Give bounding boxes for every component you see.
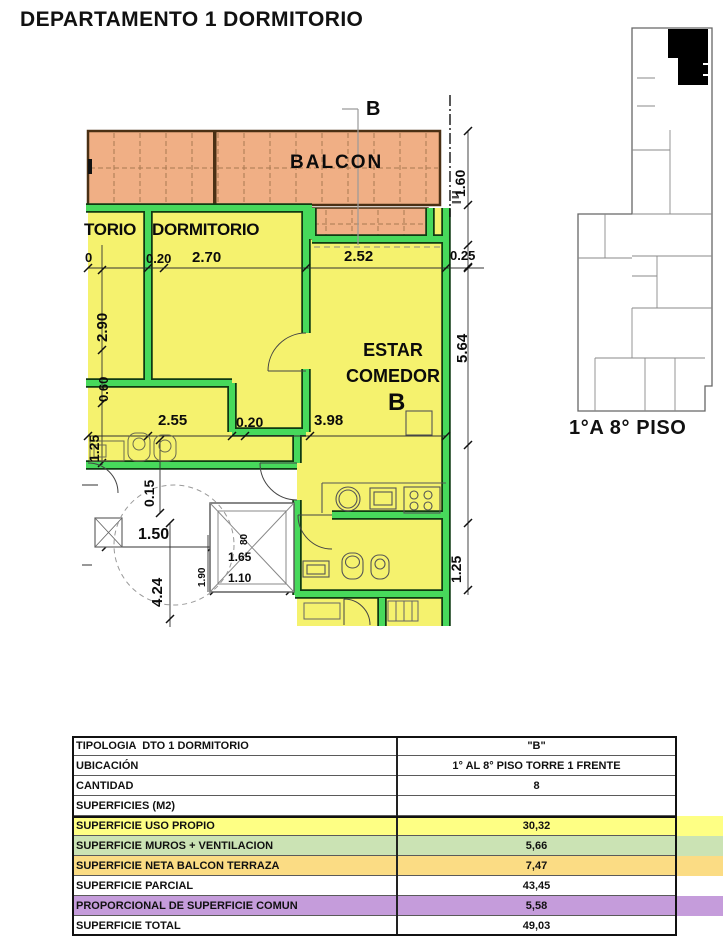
dim-estar-length: 3.98 (314, 412, 344, 429)
dim-hall-150: 1.50 (138, 526, 170, 543)
dim-hall-015: 0.15 (141, 479, 157, 507)
dim-mid-wall: 0.20 (236, 414, 264, 430)
elevator-shaft (210, 503, 294, 592)
row-label: TIPOLOGIA DTO 1 DORMITORIO (72, 736, 398, 756)
balcony-label: BALCON (290, 152, 384, 173)
dim-lift-110: 1.10 (228, 571, 252, 585)
row-label: SUPERFICIE NETA BALCON TERRAZA (72, 856, 398, 876)
estar-label-1: ESTAR (363, 340, 423, 360)
dim-left-125: 1.25 (86, 434, 102, 462)
page-title: DEPARTAMENTO 1 DORMITORIO (20, 8, 364, 31)
key-plan-caption: 1°A 8° PISO (569, 417, 687, 439)
row-label: SUPERFICIE MUROS + VENTILACION (72, 836, 398, 856)
row-value: 49,03 (398, 916, 677, 936)
row-value: 7,47 (398, 856, 677, 876)
table-row (72, 756, 723, 776)
estar-label-2: COMEDOR (346, 366, 440, 386)
row-value: 5,66 (398, 836, 677, 856)
row-label: CANTIDAD (72, 776, 398, 796)
row-value (398, 796, 677, 816)
table-row (72, 896, 723, 916)
table-thick-divider (72, 816, 677, 818)
dim-dorm-width: 2.70 (192, 249, 222, 266)
floor-plan (82, 95, 512, 643)
building-outline (578, 28, 712, 411)
row-label: PROPORCIONAL DE SUPERFICIE COMUN (72, 896, 398, 916)
unit-letter-label: B (388, 389, 406, 416)
unit-highlight (668, 29, 708, 85)
dim-right-564: 5.64 (454, 333, 471, 363)
dim-bath-width: 2.55 (158, 412, 188, 429)
table-row (72, 776, 723, 796)
dim-left-060: 0.60 (96, 376, 111, 402)
table-row (72, 876, 723, 896)
dim-estar-width: 2.52 (344, 248, 374, 265)
building-interior-lines (578, 78, 712, 411)
adjacent-room-label: TORIO (84, 220, 137, 239)
dormitorio-label: DORMITORIO (152, 220, 260, 239)
row-value: 30,32 (398, 816, 677, 836)
dim-lift-190: 1.90 (197, 567, 208, 587)
row-label: SUPERFICIES (M2) (72, 796, 398, 816)
table-row (72, 916, 723, 936)
table-row (72, 816, 723, 836)
dim-right-125: 1.25 (448, 555, 464, 583)
key-plan (575, 18, 725, 420)
row-value: 43,45 (398, 876, 677, 896)
dim-top-wall: 0.20 (146, 251, 172, 266)
row-value: "B" (398, 736, 677, 756)
row-label: SUPERFICIE PARCIAL (72, 876, 398, 896)
key-plan-drawing (575, 18, 725, 420)
row-label: UBICACIÓN (72, 756, 398, 776)
section-marker-label: B (366, 98, 381, 120)
row-value: 1° AL 8° PISO TORRE 1 FRENTE (398, 756, 677, 776)
row-label: SUPERFICIE USO PROPIO (72, 816, 398, 836)
dim-dorm-height: 2.90 (94, 312, 111, 342)
dim-adjacent-partial: 0 (85, 250, 93, 265)
dim-hall-424: 4.24 (149, 577, 166, 607)
row-label: SUPERFICIE TOTAL (72, 916, 398, 936)
row-value: 8 (398, 776, 677, 796)
dim-right-top: 0.25 (450, 248, 476, 263)
table-row (72, 736, 723, 756)
row-value: 5,58 (398, 896, 677, 916)
dim-lift-165: 1.65 (228, 550, 252, 564)
dim-lift-80: 80 (239, 533, 250, 545)
table-row (72, 856, 723, 876)
table-row (72, 836, 723, 856)
table-row (72, 796, 723, 816)
surfaces-table (72, 736, 723, 936)
dim-balcony-160: 1.60 (452, 169, 468, 197)
